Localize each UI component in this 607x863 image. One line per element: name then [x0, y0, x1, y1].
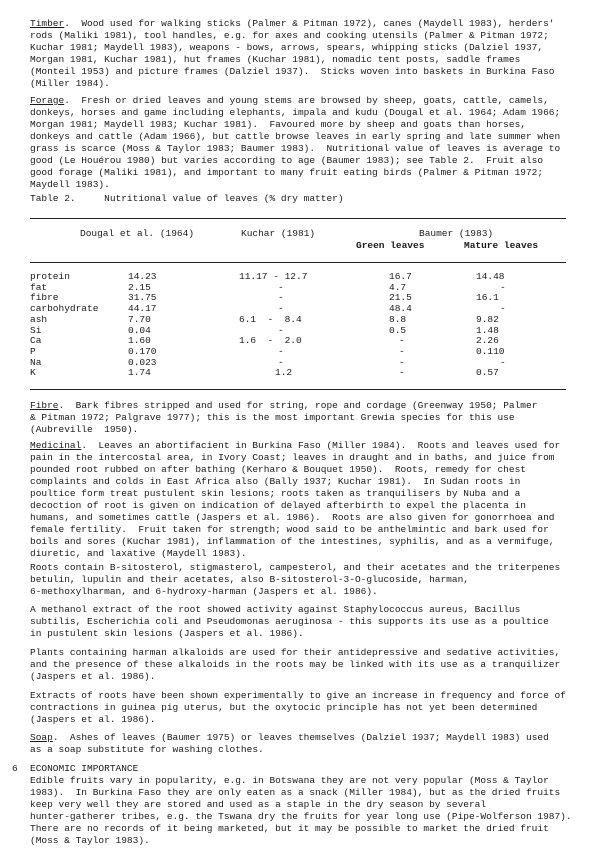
table-cell: 0.57	[476, 367, 499, 379]
table-cell: 0.170	[128, 345, 157, 357]
text-line-content: donkeys and cattle (Adam 1966), but cattle browse leaves in early spring and late summer when	[30, 131, 561, 142]
text-line-content: decoction of root is given on indication of delayed afterbirth to expel the placenta in	[30, 500, 526, 511]
table-cell: 11.17 - 12.7	[239, 271, 308, 282]
table-cell: 0.110	[476, 345, 505, 357]
table-cell: -	[278, 292, 284, 304]
paragraph-heading: Fibre	[30, 400, 59, 411]
table-cell: -	[399, 367, 405, 379]
text-line-content: Morgan 1981; Maydell 1983; Kuchar 1981). Favoured more by sheep and goats than horses,	[30, 119, 526, 130]
table-cell: 0.04	[128, 324, 151, 336]
text-line	[30, 500, 560, 512]
table-header-rule	[30, 262, 566, 263]
table-row-label: ash	[30, 313, 48, 325]
text-line-content: pain in the intercostal area, in Ivory Coast; leaves in draught and in baths, and juice from	[30, 452, 555, 463]
text-line	[30, 616, 549, 628]
text-line	[30, 659, 560, 671]
text-line-content: (Aubreville 1950).	[30, 424, 139, 435]
text-line-content: good forage (Maliki 1981), and important to many fruit eating birds (Palmer & Pitman 1972;	[30, 167, 544, 178]
table-row-label: K	[30, 367, 36, 379]
text-line	[30, 628, 549, 640]
table-row-label: Si	[30, 324, 42, 336]
text-line	[30, 18, 555, 30]
text-line	[30, 586, 560, 598]
text-line-content: subtilis, Escherichia coli and Pseudomonas aeruginosa - this supports its use as a poultice	[30, 616, 549, 627]
text-line	[30, 30, 555, 42]
text-line-content: (Miller 1984).	[30, 78, 110, 89]
paragraph-heading: Forage	[30, 95, 65, 106]
text-line	[30, 714, 566, 726]
text-line	[30, 440, 560, 452]
paragraph-methanol	[30, 604, 549, 640]
text-line-content: (Moss & Taylor 1983).	[30, 835, 150, 846]
table-cell: 4.7	[389, 281, 407, 293]
text-line	[30, 452, 560, 464]
text-line	[30, 78, 555, 90]
table-subheader-green: Green leaves	[356, 240, 425, 251]
text-line-content: donkeys, horses and game including elephants, impala and kudu (Dougal et al. 1964; Adam 1966;	[30, 107, 561, 118]
table-cell: 14.48	[476, 271, 505, 282]
table-cell: 0.023	[128, 356, 157, 368]
text-line-content: 1983). In Burkina Faso they are only eaten as a snack (Miller 1984), but as the dried fruits	[30, 787, 561, 798]
table-cell: 48.4	[389, 303, 412, 315]
text-line	[30, 536, 560, 548]
text-line-content: (Jaspers et al. 1986).	[30, 671, 156, 682]
table-row-label: fat	[30, 281, 48, 293]
text-line-content: Morgan 1981, Kuchar 1981), hut frames (Kuchar 1981), nomadic tent posts, saddle frames	[30, 54, 521, 65]
text-line	[30, 476, 560, 488]
table-cell: 2.26	[476, 335, 499, 347]
text-line-content: 6-methoxylharman, and 6-hydroxy-harman (Jaspers et al. 1986).	[30, 586, 378, 597]
table-cell: -	[500, 356, 506, 368]
text-line-content: Plants containing harman alkaloids are used for their antidepressive and sedative activities,	[30, 647, 561, 658]
text-line	[30, 66, 555, 78]
text-line-content: . Fresh or dried leaves and young stems are browsed by sheep, goats, cattle, camels,	[64, 95, 549, 106]
table-cell: -	[278, 324, 284, 336]
text-line-content: boils and sores (Kuchar 1981), inflammation of the intestines, syphilis, and as a vermifuge,	[30, 536, 555, 547]
table-cell: 16.7	[389, 271, 412, 282]
table-cell: 1.60	[128, 335, 151, 347]
text-line-content: diuretic, and laxative (Maydell 1983).	[30, 548, 247, 559]
text-line	[30, 823, 572, 835]
table-cell: 1.48	[476, 324, 499, 336]
text-line-content: grass is scarce (Moss & Taylor 1983; Baumer 1983). Nutritional value of leaves is average to	[30, 143, 561, 154]
text-line-content: (Jaspers et al. 1986).	[30, 714, 156, 725]
table-header-dougal: Dougal et al. (1964)	[80, 228, 195, 239]
text-line-content: Roots contain B-sitosterol, stigmasterol, campesterol, and their acetates and the triterpenes	[30, 562, 561, 573]
table-cell: -	[278, 303, 284, 315]
table-cell: -	[399, 356, 405, 368]
table-cell: 6.1 - 8.4	[239, 313, 302, 325]
text-line-content: contractions in guinea pig uterus, but the oxytocic principle has not yet been determined	[30, 702, 538, 713]
text-line	[30, 647, 560, 659]
table-row-label: carbohydrate	[30, 303, 99, 315]
paragraph-heading: Timber	[30, 18, 65, 29]
text-line-content: & Pitman 1972; Palgrave 1977); this is the most important Grewia species for this use	[30, 412, 515, 423]
paragraph-roots	[30, 562, 560, 598]
table-cell: 14.23	[128, 271, 157, 282]
table-cell: -	[278, 345, 284, 357]
text-line	[30, 799, 572, 811]
text-line-content: female fertility. Fruit taken for strength; wood said to be anthelmintic and bark used for	[30, 524, 549, 535]
text-line	[30, 574, 560, 586]
table-row-label: Ca	[30, 335, 42, 347]
text-line	[30, 424, 537, 436]
table-cell: 44.17	[128, 303, 157, 315]
paragraph-extracts	[30, 690, 566, 726]
table-cell: -	[500, 303, 506, 315]
text-line	[30, 548, 560, 560]
table-cell: 0.5	[389, 324, 407, 336]
paragraph-timber	[30, 18, 555, 90]
text-line	[30, 524, 560, 536]
text-line	[30, 95, 560, 107]
table-cell: -	[399, 335, 405, 347]
text-line-content: ECONOMIC IMPORTANCE	[30, 763, 139, 774]
text-line	[30, 787, 572, 799]
text-line-content: keep very well they are stored and used as a staple in the dry season by several	[30, 799, 487, 810]
text-line-content: and the presence of these alkaloids in the roots may be linked with its use as a tranquilizer	[30, 659, 561, 670]
table-cell: 21.5	[389, 292, 412, 304]
table-header-kuchar: Kuchar (1981)	[241, 228, 316, 239]
text-line	[30, 732, 549, 744]
text-line	[30, 763, 572, 775]
table-cell: 7.70	[128, 313, 151, 325]
text-line	[30, 131, 560, 143]
text-line	[30, 775, 572, 787]
text-line-content: betulin, lupulin and their acetates, also B-sitosterol-3-O-glucoside, harman,	[30, 574, 469, 585]
table-cell: 1.74	[128, 367, 151, 379]
text-line-content: Maydell 1983).	[30, 179, 110, 190]
text-line-content: . Bark fibres stripped and used for string, rope and cordage (Greenway 1950; Palmer	[58, 400, 538, 411]
text-line-content: Kuchar 1981; Maydell 1983), weapons - bows, arrows, spears, whipping sticks (Dalziel 1937,	[30, 42, 544, 53]
text-line-content: hunter-gatherer tribes, e.g. the Tswana dry the fruits for year long use (Pipe-Wolferson 1987).	[30, 811, 572, 822]
paragraph-harman	[30, 647, 560, 683]
table-cell: -	[278, 356, 284, 368]
table-cell: 8.8	[389, 313, 407, 325]
table-row-label: fibre	[30, 292, 59, 304]
text-line	[30, 811, 572, 823]
text-line	[30, 744, 549, 756]
paragraph-heading: Soap	[30, 732, 53, 743]
text-line	[30, 54, 555, 66]
table-cell: 31.75	[128, 292, 157, 304]
text-line	[30, 702, 566, 714]
text-line	[30, 604, 549, 616]
text-line	[30, 179, 560, 191]
section-number: 6	[12, 763, 18, 774]
paragraph-fibre	[30, 400, 537, 436]
table-header-baumer: Baumer (1983)	[419, 228, 494, 239]
table-cell: 16.1	[476, 292, 499, 304]
text-line	[30, 167, 560, 179]
text-line	[30, 42, 555, 54]
table-cell: 2.15	[128, 281, 151, 293]
text-line	[30, 488, 560, 500]
text-line-content: A methanol extract of the root showed activity against Staphylococcus aureus, Bacillus	[30, 604, 521, 615]
text-line-content: pounded root rubbed on after bathing (Kerharo & Bouquet 1950). Roots, remedy for chest	[30, 464, 526, 475]
paragraph-soap	[30, 732, 549, 756]
text-line	[30, 671, 560, 683]
text-line	[30, 155, 560, 167]
text-line-content: Edible fruits vary in popularity, e.g. in Botswana they are not very popular (Moss & Taylor	[30, 775, 549, 786]
table-row-label: P	[30, 345, 36, 357]
paragraph-forage	[30, 95, 560, 191]
table-cell: 1.6 - 2.0	[239, 335, 302, 347]
text-line-content: poultice form treat pustulent skin lesions; roots taken as tranquilisers by Nuba and a	[30, 488, 521, 499]
table-bottom-rule	[30, 389, 566, 390]
text-line-content: rods (Maliki 1981), tool handles, e.g. for axes and cooking utensils (Palmer & Pitman 1972;	[30, 30, 549, 41]
text-line-content: in pustulent skin lesions (Jaspers et al. 1986).	[30, 628, 304, 639]
text-line-content: . Leaves an abortifacient in Burkina Faso (Miller 1984). Roots and leaves used for	[81, 440, 561, 451]
text-line-content: . Ashes of leaves (Baumer 1975) or leaves themselves (Dalziel 1937; Maydell 1983) used	[52, 732, 549, 743]
text-line-content: good (Le Houérou 1980) but varies according to age (Baumer 1983); see Table 2. Fruit also	[30, 155, 544, 166]
table-cell: 9.82	[476, 313, 499, 325]
text-line	[30, 400, 537, 412]
text-line	[30, 690, 566, 702]
text-line	[30, 464, 560, 476]
text-line-content: (Monteil 1953) and picture frames (Dalziel 1937). Sticks woven into baskets in Burkina Faso	[30, 66, 555, 77]
text-line	[30, 562, 560, 574]
text-line	[30, 119, 560, 131]
table-row-label: Na	[30, 356, 42, 368]
table-subheader-mature: Mature leaves	[464, 240, 539, 251]
table-cell: -	[399, 345, 405, 357]
text-line-content: There are no records of it being marketed, but it may be possible to market the dried fruit	[30, 823, 549, 834]
paragraph-economic	[30, 763, 572, 847]
table-cell: -	[500, 281, 506, 293]
text-line-content: . Wood used for walking sticks (Palmer & Pitman 1972), canes (Maydell 1983), herders'	[64, 18, 555, 29]
text-line-content: complaints and colds in East Africa also (Bally 1937; Kuchar 1981). In Sudan roots in	[30, 476, 521, 487]
table-cell: 1.2	[275, 367, 293, 379]
text-line	[30, 835, 572, 847]
paragraph-medicinal	[30, 440, 560, 560]
text-line-content: as a soap substitute for washing clothes.	[30, 744, 264, 755]
text-line-content: Extracts of roots have been shown experimentally to give an increase in frequency and force of	[30, 690, 566, 701]
table-caption: Table 2. Nutritional value of leaves (% dry matter)	[30, 193, 344, 204]
paragraph-heading: Medicinal	[30, 440, 82, 451]
table-top-rule	[30, 218, 566, 219]
text-line	[30, 412, 537, 424]
text-line-content: humans, and sometimes cattle (Jaspers et al. 1986). Roots are also given for gonorrhoea and	[30, 512, 555, 523]
table-row-label: protein	[30, 271, 70, 282]
text-line	[30, 512, 560, 524]
text-line	[30, 107, 560, 119]
table-cell: -	[278, 281, 284, 293]
text-line	[30, 143, 560, 155]
